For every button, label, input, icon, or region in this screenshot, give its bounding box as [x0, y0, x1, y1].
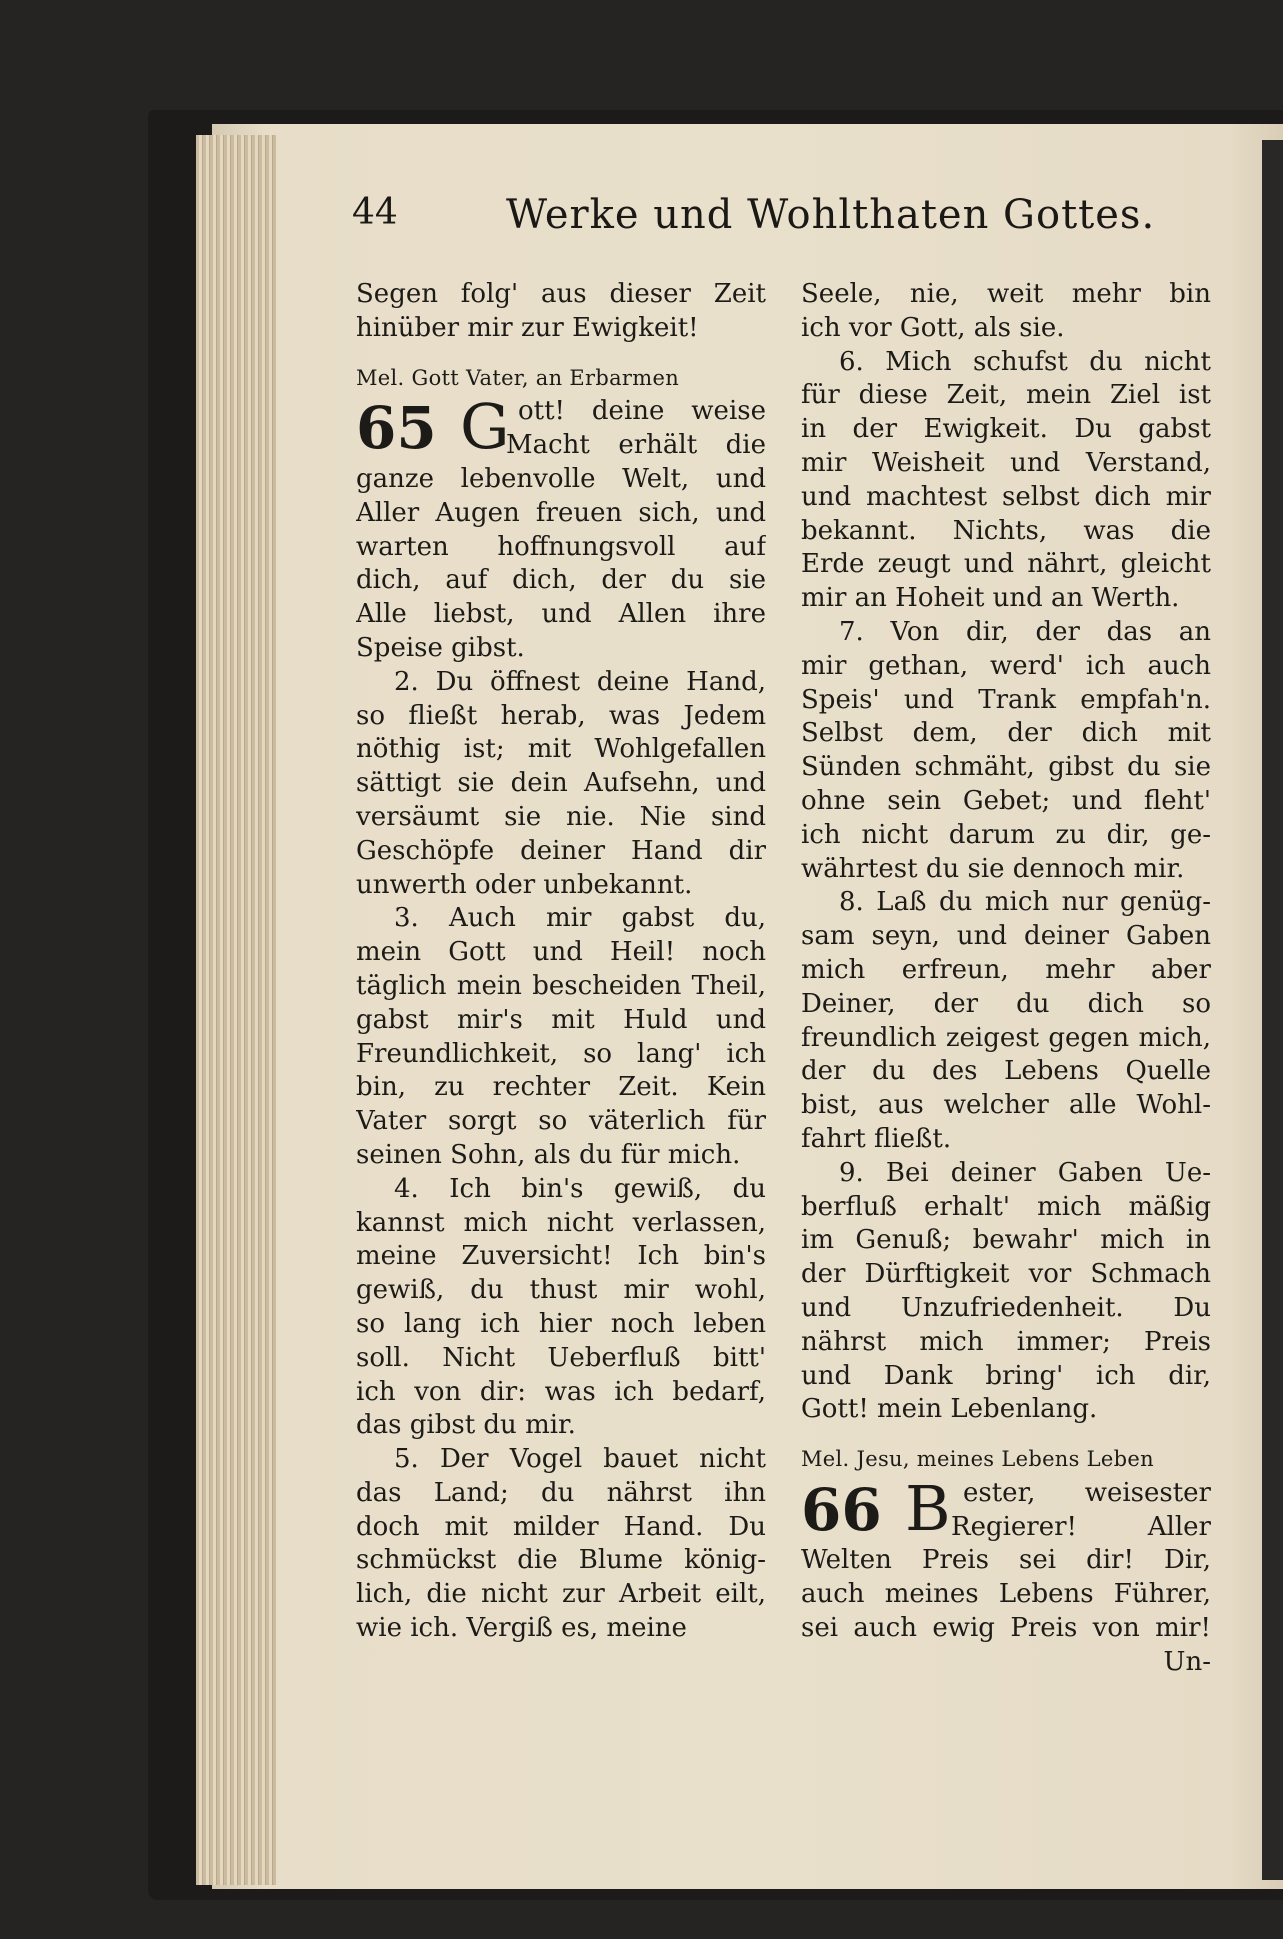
text-line: so fließt herab, was Jedem	[356, 700, 766, 731]
text-line: und Unzufriedenheit. Du	[801, 1292, 1211, 1323]
text-line: Geschöpfe deiner Hand dir	[356, 835, 766, 866]
hymn-number: 66	[801, 1475, 882, 1544]
text-line: lich, die nicht zur Arbeit eilt,	[356, 1579, 766, 1610]
text-line: 8. Laß du mich nur genüg-	[839, 887, 1211, 918]
text-line: nährst mich immer; Preis	[801, 1326, 1211, 1357]
text-line: für diese Zeit, mein Ziel ist	[801, 380, 1211, 411]
text-line: unwerth oder unbekannt.	[356, 869, 693, 900]
text-line: Segen folg' aus dieser Zeit	[356, 279, 766, 309]
drop-cap: B	[905, 1471, 951, 1545]
text-line: mich erfreun, mehr aber	[801, 954, 1211, 985]
text-line: ott! deine weise	[518, 396, 766, 427]
text-line: auch meines Lebens Führer,	[801, 1579, 1211, 1610]
text-line: Speis' und Trank empfah'n.	[801, 684, 1211, 715]
text-line: Seele, nie, weit mehr bin	[801, 279, 1211, 309]
text-line: ohne sein Gebet; und fleht'	[801, 785, 1211, 816]
text-line: mir gethan, werd' ich auch	[801, 650, 1211, 681]
text-line: warten hoffnungsvoll auf	[356, 531, 766, 562]
text-line: ich nicht darum zu dir, ge-	[801, 819, 1211, 850]
text-line: Regierer! Aller	[951, 1511, 1211, 1542]
text-line: das gibst du mir.	[356, 1410, 576, 1441]
text-line: 2. Du öffnest deine Hand,	[394, 666, 766, 697]
text-line: im Genuß; bewahr' mich in	[801, 1225, 1211, 1256]
text-line: Vater sorgt so väterlich für	[356, 1106, 766, 1137]
text-line: ganze lebenvolle Welt, und	[356, 463, 766, 494]
text-line: und Dank bring' ich dir,	[801, 1360, 1211, 1391]
text-line: Alle liebst, und Allen ihre	[356, 599, 766, 630]
text-line: Aller Augen freuen sich, und	[356, 497, 766, 528]
text-line: 6. Mich schufst du nicht	[839, 346, 1211, 377]
text-line: ester, weisester	[963, 1477, 1211, 1508]
text-line: dich, auf dich, der du sie	[356, 565, 766, 596]
verse-lines	[801, 1544, 1211, 1645]
book-spine-edge	[1262, 140, 1283, 1880]
text-line: so lang ich hier noch leben	[356, 1308, 766, 1339]
verse-lines	[356, 463, 766, 1646]
text-line: Speise gibst.	[356, 632, 525, 663]
melody-note: Mel. Jesu, meines Lebens Leben	[801, 1447, 1154, 1472]
text-line: hinüber mir zur Ewigkeit!	[356, 312, 699, 343]
text-line: währtest du sie dennoch mir.	[801, 853, 1185, 884]
running-title: Werke und Wohlthaten Gottes.	[506, 192, 1156, 238]
text-line: mir Weisheit und Verstand,	[801, 447, 1211, 478]
text-line: fahrt fließt.	[801, 1123, 952, 1154]
page-edges	[196, 135, 276, 1885]
text-line: schmückst die Blume könig-	[356, 1545, 766, 1576]
text-line: der Dürftigkeit vor Schmach	[801, 1259, 1211, 1290]
text-line: und machtest selbst dich mir	[801, 481, 1211, 512]
text-line: Deiner, der du dich so	[801, 988, 1211, 1019]
verse-lines	[801, 278, 1211, 1427]
text-line: 9. Bei deiner Gaben Ue-	[839, 1157, 1211, 1188]
text-line: freundlich zeigest gegen mich,	[801, 1022, 1211, 1053]
text-line: sei auch ewig Preis von mir!	[801, 1613, 1211, 1644]
text-line: Freundlichkeit, so lang' ich	[356, 1038, 766, 1069]
text-line: 3. Auch mir gabst du,	[394, 903, 766, 934]
drop-cap: G	[460, 390, 510, 464]
text-line: mein Gott und Heil! noch	[356, 937, 766, 968]
text-line: Selbst dem, der dich mit	[801, 718, 1211, 749]
text-line: der du des Lebens Quelle	[801, 1056, 1211, 1087]
text-line: berfluß erhalt' mich mäßig	[801, 1191, 1211, 1222]
text-line: gabst mir's mit Huld und	[356, 1004, 766, 1035]
text-line: bist, aus welcher alle Wohl-	[801, 1090, 1211, 1121]
text-line: sättigt sie dein Aufsehn, und	[356, 768, 766, 799]
text-line: doch mit milder Hand. Du	[356, 1511, 766, 1542]
hymn-number: 65	[356, 394, 437, 463]
text-line: Sünden schmäht, gibst du sie	[801, 752, 1211, 783]
text-line: kannst mich nicht verlassen,	[356, 1207, 766, 1238]
text-line: soll. Nicht Ueberfluß bitt'	[356, 1342, 766, 1373]
page-number: 44	[352, 192, 398, 233]
text-line: seinen Sohn, als du für mich.	[356, 1139, 741, 1170]
text-line: gewiß, du thust mir wohl,	[356, 1275, 766, 1306]
text-line: Welten Preis sei dir! Dir,	[801, 1545, 1211, 1576]
text-line: ich vor Gott, als sie.	[801, 312, 1065, 343]
text-line: 7. Von dir, der das an	[839, 616, 1211, 647]
text-line: versäumt sie nie. Nie sind	[356, 801, 766, 832]
hymn-heading	[356, 390, 766, 464]
text-line: Erde zeugt und nährt, gleicht	[801, 549, 1211, 580]
text-line: wie ich. Vergiß es, meine	[356, 1613, 687, 1644]
text-line: bin, zu rechter Zeit. Kein	[356, 1072, 766, 1103]
text-line: mir an Hoheit und an Werth.	[801, 583, 1180, 614]
text-line: nöthig ist; mit Wohlgefallen	[356, 734, 766, 765]
text-line: 5. Der Vogel bauet nicht	[394, 1444, 766, 1475]
left-column	[356, 278, 766, 1646]
text-line: sam seyn, und deiner Gaben	[801, 921, 1211, 952]
right-column	[801, 278, 1211, 1680]
text-line: das Land; du nährst ihn	[356, 1477, 766, 1508]
text-line: in der Ewigkeit. Du gabst	[801, 414, 1211, 445]
catchword: Un-	[1163, 1646, 1211, 1677]
text-line: ich von dir: was ich bedarf,	[356, 1376, 766, 1407]
text-line: Macht erhält die	[506, 430, 766, 461]
text-line: 4. Ich bin's gewiß, du	[394, 1173, 766, 1204]
text-line: täglich mein bescheiden Theil,	[356, 970, 766, 1001]
melody-note: Mel. Gott Vater, an Erbarmen	[356, 365, 680, 390]
text-line: meine Zuversicht! Ich bin's	[356, 1241, 766, 1272]
text-line: bekannt. Nichts, was die	[801, 515, 1211, 546]
hymn-heading	[801, 1471, 1211, 1545]
text-line: Gott! mein Lebenlang.	[801, 1394, 1098, 1425]
